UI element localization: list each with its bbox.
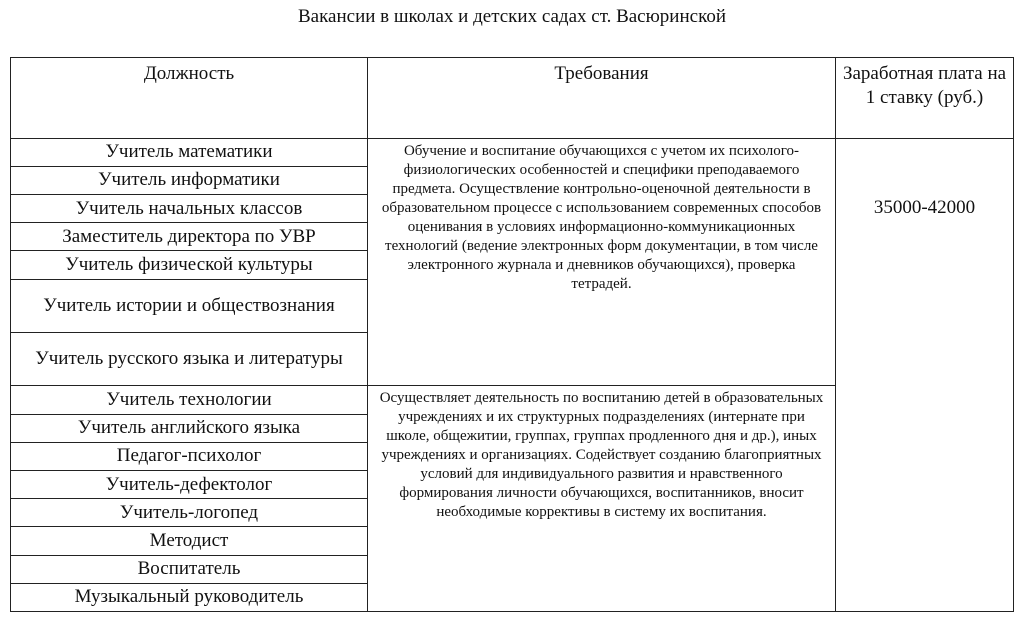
position-cell: Музыкальный руководитель	[11, 583, 368, 611]
vacancies-table	[10, 57, 1014, 612]
salary-cell: 35000-42000	[836, 138, 1014, 611]
header-requirements: Требования	[368, 58, 836, 139]
position-cell: Учитель информатики	[11, 166, 368, 194]
position-cell: Учитель русского языка и литературы	[11, 332, 368, 385]
header-position: Должность	[11, 58, 368, 139]
position-cell: Педагог-психолог	[11, 442, 368, 470]
page-title: Вакансии в школах и детских садах ст. Васюринской	[297, 6, 727, 27]
position-cell: Учитель-дефектолог	[11, 470, 368, 498]
position-cell: Учитель технологии	[11, 386, 368, 414]
position-cell: Учитель математики	[11, 138, 368, 166]
table-header-row	[11, 58, 1014, 139]
header-salary: Заработная плата на 1 ставку (руб.)	[836, 58, 1014, 139]
position-cell: Учитель физической культуры	[11, 251, 368, 279]
position-cell: Методист	[11, 527, 368, 555]
position-cell: Учитель английского языка	[11, 414, 368, 442]
position-cell: Учитель истории и обществознания	[11, 279, 368, 332]
requirements-cell-educators: Осуществляет деятельность по воспитанию детей в образовательных учреждениях и их структурных подразделениях (интернате при школе, общежитии, группах, группах продленного дня и др.), иных учреждениях и организациях. Содействует созданию благоприятных условий для индивидуального развития и нравственного формирования личности обучающихся, воспитанников, вносит необходимые коррективы в систему их воспитания.	[368, 386, 836, 612]
position-cell: Воспитатель	[11, 555, 368, 583]
position-cell: Заместитель директора по УВР	[11, 223, 368, 251]
requirements-cell-teachers: Обучение и воспитание обучающихся с учетом их психолого-физиологических особенностей и специфики преподаваемого предмета. Осуществление контрольно-оценочной деятельности в образовательном процессе с использованием современных способов оценивания в условиях информационно-коммуникационных технологий (ведение электронных форм документации, в том числе электронного журнала и дневников обучающихся), проверка тетрадей.	[368, 138, 836, 386]
position-cell: Учитель начальных классов	[11, 194, 368, 222]
table-row	[11, 138, 1014, 166]
position-cell: Учитель-логопед	[11, 499, 368, 527]
